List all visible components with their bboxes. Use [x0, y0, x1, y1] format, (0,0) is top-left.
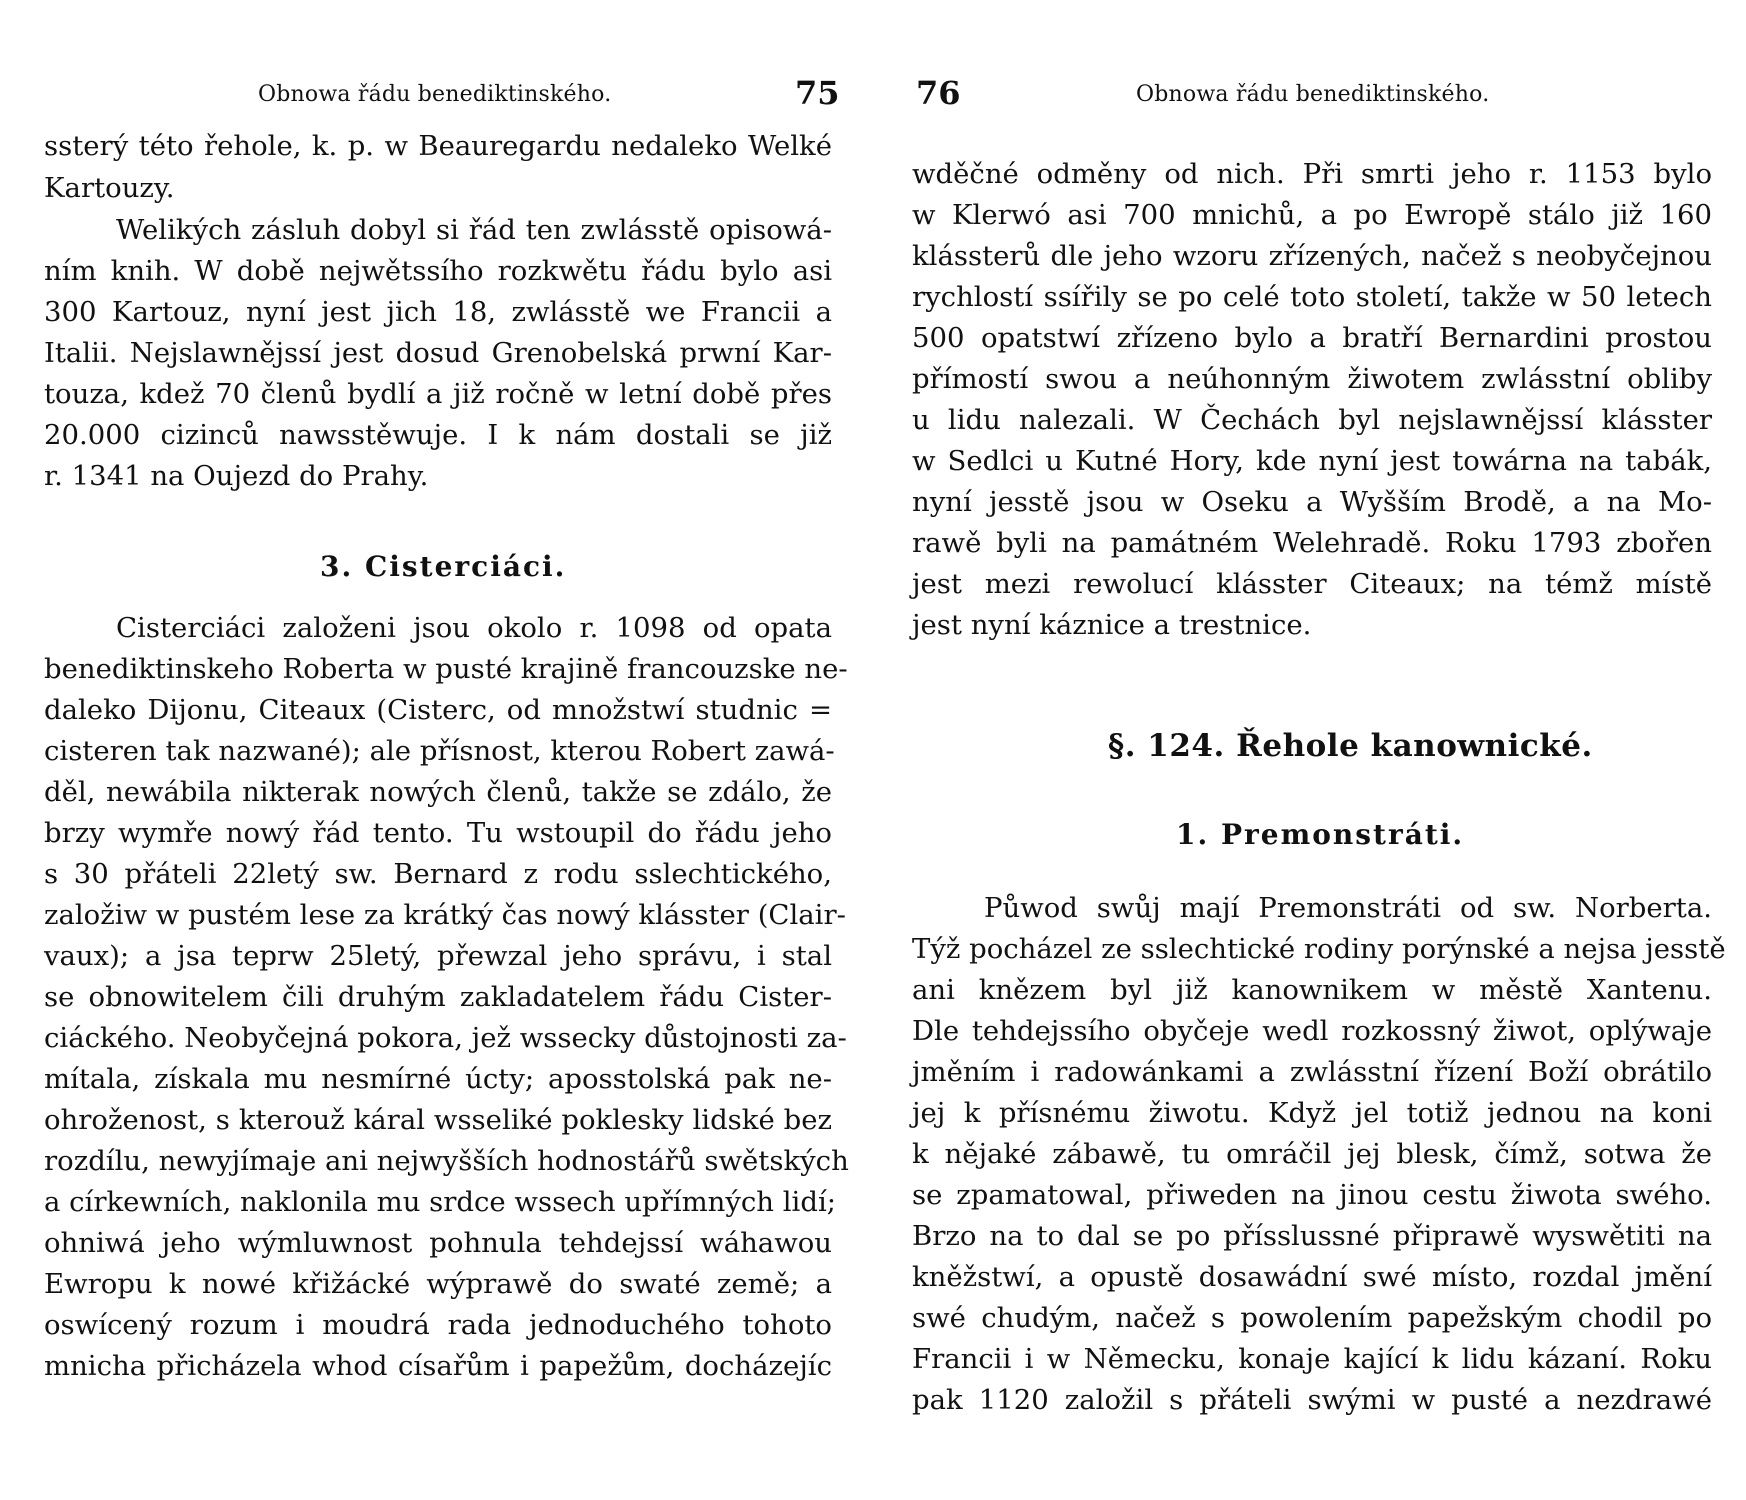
section-heading-rehole-kanownicke: §. 124. Řehole kanownické. [1108, 728, 1593, 764]
text-line: Italii. Nejslawnějssí jest dosud Grenobelská prwní Kar- [44, 337, 832, 369]
text-line: daleko Dijonu, Citeaux (Cisterc, od množstwí studnic = [44, 694, 832, 726]
text-line: pak 1120 založil s přáteli swými w pusté a nezdrawé [912, 1384, 1712, 1416]
text-line: mnicha přicházela whod císařům i papežům, docházejíc [44, 1350, 832, 1382]
text-line: u lidu nalezali. W Čechách byl nejslawnějssí klásster [912, 404, 1712, 436]
right-running-head: Obnowa řádu benediktinského. [1136, 82, 1490, 107]
text-line: ním knih. W době nejwětssího rozkwětu řádu bylo asi [44, 255, 832, 287]
text-line: Kartouzy. [44, 172, 175, 204]
text-line: rawě byli na památném Welehradě. Roku 1793 zbořen [912, 527, 1712, 559]
text-line: kněžstwí, a opustě dosawádní swé místo, rozdal jmění [912, 1261, 1712, 1293]
text-line: 300 Kartouz, nyní jest jich 18, zwlásstě we Francii a [44, 296, 832, 328]
text-line: ohniwá jeho wýmluwnost pohnula tehdejssí wáhawou [44, 1227, 832, 1259]
text-line: k nějaké zábawě, tu omráčil jej blesk, čímž, sotwa že [912, 1138, 1712, 1170]
text-line: a církewních, naklonila mu srdce wssech upřímných lidí; [44, 1186, 837, 1218]
text-line: nyní jesstě jsou w Oseku a Wyšším Brodě, a na Mo- [912, 486, 1712, 518]
text-line: Půwod swůj mají Premonstráti od sw. Norberta. [984, 892, 1712, 924]
text-line: touza, kdež 70 členů bydlí a již ročně w letní době přes [44, 378, 832, 410]
text-line: oswícený rozum i moudrá rada jednoduchého tohoto [44, 1309, 832, 1341]
text-line: 500 opatstwí zřízeno bylo a bratří Bernardini prostou [912, 322, 1712, 354]
text-line: swé chudým, načež s powolením papežským chodil po [912, 1302, 1712, 1334]
text-line: přímostí swou a neúhonným žiwotem zwlásstní obliby [912, 363, 1712, 395]
text-line: Brzo na to dal se po přísslussné připrawě wyswětiti na [912, 1220, 1712, 1252]
text-line: rozdílu, newyjímaje ani nejwyšších hodnostářů swětských [44, 1145, 849, 1177]
left-page [0, 0, 870, 1500]
text-line: benediktinskeho Roberta w pusté krajině francouzske ne- [44, 653, 848, 685]
text-line: wděčné odměny od nich. Při smrti jeho r. 1153 bylo [912, 158, 1712, 190]
text-line: s 30 přáteli 22letý sw. Bernard z rodu sslechtického, [44, 858, 832, 890]
text-line: ssterý této řehole, k. p. w Beauregardu nedaleko Welké [44, 130, 832, 162]
text-line: rychlostí ssířily se po celé toto století, takže w 50 letech [912, 281, 1712, 313]
subsection-heading-premonstrati: 1. Premonstráti. [1176, 818, 1465, 851]
text-line: Ewropu k nowé křižácké wýprawě do swaté země; a [44, 1268, 832, 1300]
text-line: 20.000 cizinců nawsstěwuje. I k nám dostali se již [44, 419, 832, 451]
right-page-number: 76 [916, 74, 961, 112]
section-heading-cisterciaci: 3. Cisterciáci. [320, 550, 567, 583]
text-line: w Klerwó asi 700 mnichů, a po Ewropě stálo již 160 [912, 199, 1712, 231]
text-line: ani knězem byl již kanownikem w městě Xantenu. [912, 974, 1712, 1006]
text-line: založiw w pustém lese za krátký čas nowý klásster (Clair- [44, 899, 846, 931]
text-line: ohroženost, s kterouž káral wsseliké poklesky lidské bez [44, 1104, 832, 1136]
text-line: se zpamatowal, přiweden na jinou cestu žiwota swého. [912, 1179, 1712, 1211]
text-line: brzy wymře nowý řád tento. Tu wstoupil do řádu jeho [44, 817, 832, 849]
text-line: děl, newábila nikterak nowých členů, takže se zdálo, že [44, 776, 832, 808]
text-line: cisteren tak nazwané); ale přísnost, kterou Robert zawá- [44, 735, 835, 767]
text-line: se obnowitelem čili druhým zakladatelem řádu Cister- [44, 981, 832, 1013]
left-running-head: Obnowa řádu benediktinského. [258, 82, 612, 107]
text-line: mítala, získala mu nesmírné úcty; aposstolská pak ne- [44, 1063, 832, 1095]
text-line: jej k přísnému žiwotu. Když jel totiž jednou na koni [912, 1097, 1712, 1129]
right-page [876, 0, 1746, 1500]
text-line: r. 1341 na Oujezd do Prahy. [44, 460, 429, 492]
text-line: jest mezi rewolucí klásster Citeaux; na témž místě [912, 568, 1712, 600]
text-line: klássterů dle jeho wzoru zřízených, načež s neobyčejnou [912, 240, 1712, 272]
left-page-number: 75 [795, 74, 840, 112]
text-line: Welikých zásluh dobyl si řád ten zwlásstě opisowá- [116, 214, 832, 246]
text-line: Cisterciáci založeni jsou okolo r. 1098 od opata [116, 612, 832, 644]
text-line: jest nyní káznice a trestnice. [912, 609, 1312, 641]
text-line: Týž pocházel ze sslechtické rodiny porýnské a nejsa jesstě [912, 933, 1726, 965]
text-line: vaux); a jsa teprw 25letý, přewzal jeho správu, i stal [44, 940, 832, 972]
text-line: Dle tehdejssího obyčeje wedl rozkossný žiwot, oplýwaje [912, 1015, 1712, 1047]
text-line: jměním i radowánkami a zwlásstní řízení Boží obrátilo [912, 1056, 1712, 1088]
text-line: w Sedlci u Kutné Hory, kde nyní jest towárna na tabák, [912, 445, 1712, 477]
text-line: Francii i w Německu, konaje kající k lidu kázaní. Roku [912, 1343, 1712, 1375]
text-line: ciáckého. Neobyčejná pokora, jež wssecky důstojnosti za- [44, 1022, 847, 1054]
